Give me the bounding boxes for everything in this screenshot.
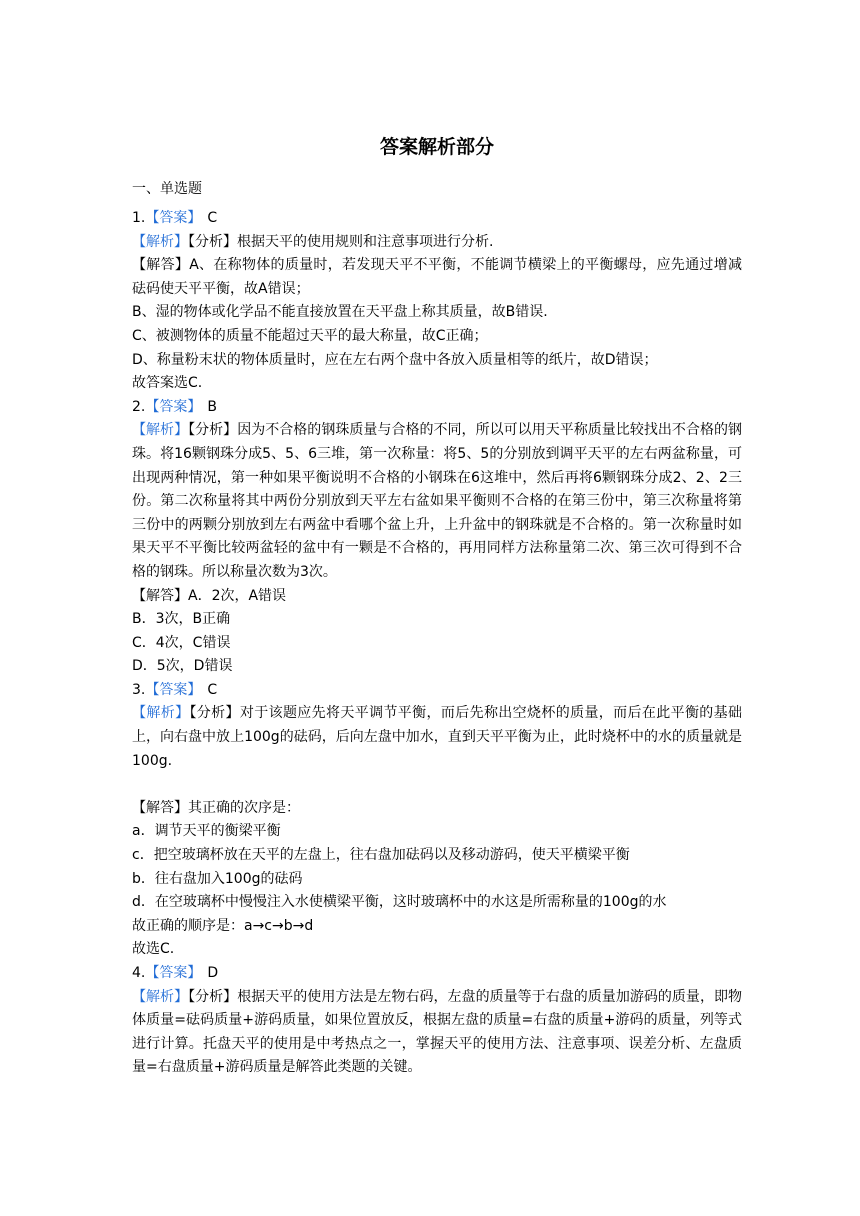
- q3-solution-line-1: c．把空玻璃杯放在天平的左盘上，往右盘加砝码以及移动游码，使天平横梁平衡: [132, 847, 630, 864]
- q2-jieda-label: 【解答】: [132, 587, 188, 604]
- question-1: [132, 207, 742, 396]
- q3-answer-label: 【答案】: [145, 681, 202, 698]
- q1-solution-text-0: A、在称物体的质量时，若发现天平不平衡，不能调节横梁上的平衡螺母，应先通过增减砝码使天平平衡，故A错误；: [132, 257, 743, 297]
- q3-solution-line-4: 故正确的顺序是：a→c→b→d: [132, 917, 314, 934]
- q3-solution-intro-text: 其正确的次序是：: [188, 799, 300, 816]
- q4-answer-label: 【答案】: [145, 965, 202, 981]
- q2-answer-value: B: [207, 398, 217, 415]
- q3-answer-line: [132, 679, 742, 703]
- answer-document: [132, 132, 742, 1080]
- q1-solution-line-2: C、被测物体的质量不能超过天平的最大称量，故C正确；: [132, 327, 488, 344]
- question-3: [132, 679, 742, 962]
- q3-solution-line-5: 故选C.: [132, 941, 175, 958]
- q3-answer-value: C: [207, 681, 218, 698]
- q1-answer-line: [132, 207, 742, 231]
- q3-solution-line-0: a．调节天平的衡梁平衡: [132, 823, 281, 840]
- q1-answer-label: 【答案】: [145, 210, 202, 226]
- q4-analysis: [132, 986, 742, 1080]
- q2-answer-label: 【答案】: [145, 398, 202, 415]
- q1-solution-line-0: [132, 254, 742, 301]
- q3-solution-line-3: d．在空玻璃杯中慢慢注入水使横梁平衡，这时玻璃杯中的水这是所需称量的100g的水: [132, 894, 667, 911]
- page-title: 答案解析部分: [379, 136, 494, 158]
- q4-fenxi-label: 【分析】: [188, 988, 238, 1005]
- q1-analysis: [132, 231, 742, 255]
- question-4: [132, 962, 742, 1080]
- q2-solution-line-3: D．5次，D错误: [132, 658, 233, 675]
- q2-solution-line-1: B．3次，B正确: [132, 611, 231, 628]
- q3-jieda-label: 【解答】: [132, 799, 188, 816]
- q1-solution-line-3: D、称量粉末状的物体质量时，应在左右两个盘中各放入质量相等的纸片，故D错误；: [132, 351, 658, 368]
- q2-jiexi-label: 【解析】: [132, 422, 189, 439]
- q2-solution-line-0: [132, 585, 742, 609]
- q2-analysis-text: 因为不合格的钢珠质量与合格的不同，所以可以用天平称质量比较找出不合格的钢珠。将16颗钢珠分成5、5、6三堆，第一次称量：将5、5的分别放到调平天平的左右两盆称量，可出现两种情况，第一种如果平衡说明不合格的小钢珠在6这堆中，然后再将6颗钢珠分成2、2、2三份。第二次称量将其中两份分别放到天平左右盆如果平衡则不合格的在第三份中，第三次称量将第三份中的两颗分别放到左右两盆中看哪个盆上升，上升盆中的钢珠就是不合格的。第一次称量时如果天平不平衡比较两盆轻的盆中有一颗是不合格的，再用同样方法称量第二次、第三次可得到不合格的钢珠。所以称量次数为3次。: [132, 422, 742, 580]
- q3-jiexi-label: 【解析】: [132, 705, 190, 722]
- q1-solution-line-4: 故答案选C.: [132, 375, 203, 392]
- q2-answer-line: [132, 396, 742, 420]
- q4-number: 4.: [132, 965, 146, 981]
- q2-number: 2.: [132, 398, 146, 415]
- q2-fenxi-label: 【分析】: [188, 422, 238, 439]
- q2-solution-text-0: A．2次，A错误: [188, 587, 287, 604]
- q3-blank-line: [132, 773, 742, 797]
- q3-number: 3.: [132, 681, 146, 698]
- q3-solution-intro: [132, 797, 742, 821]
- section-heading: 一、单选题: [132, 181, 202, 197]
- q3-analysis: [132, 702, 742, 773]
- q1-solution-line-1: B、湿的物体或化学品不能直接放置在天平盘上称其质量，故B错误.: [132, 304, 548, 321]
- q1-number: 1.: [132, 210, 146, 226]
- q1-answer-value: C: [207, 210, 218, 226]
- q1-analysis-text: 根据天平的使用规则和注意事项进行分析.: [237, 233, 494, 250]
- q4-jiexi-label: 【解析】: [132, 988, 189, 1005]
- q2-solution-line-2: C．4次，C错误: [132, 634, 231, 651]
- q2-analysis: [132, 419, 742, 584]
- q3-solution-line-2: b．往右盘加入100g的砝码: [132, 870, 303, 887]
- q4-analysis-text: 根据天平的使用方法是左物右码，左盘的质量等于右盘的质量加游码的质量，即物体质量=砝码质量+游码质量，如果位置放反，根据左盘的质量=右盘的质量+游码的质量，列等式进行计算。托盘天平的使用是中考热点之一，掌握天平的使用方法、注意事项、误差分析、左盘质量=右盘质量+游码质量是解答此类题的关键。: [132, 988, 742, 1076]
- q3-fenxi-label: 【分析】: [189, 705, 240, 722]
- q1-jiexi-label: 【解析】: [132, 233, 188, 250]
- q4-answer-value: D: [207, 965, 219, 981]
- q4-answer-line: [132, 962, 742, 986]
- q1-jieda-label: 【解答】: [132, 257, 190, 274]
- q3-analysis-text: 对于该题应先将天平调节平衡，而后先称出空烧杯的质量，而后在此平衡的基础上，向右盘中放上100g的砝码，后向左盘中加水，直到天平平衡为止，此时烧杯中的水的质量就是100g.: [132, 705, 743, 769]
- question-2: [132, 396, 742, 679]
- q1-fenxi-label: 【分析】: [188, 233, 237, 250]
